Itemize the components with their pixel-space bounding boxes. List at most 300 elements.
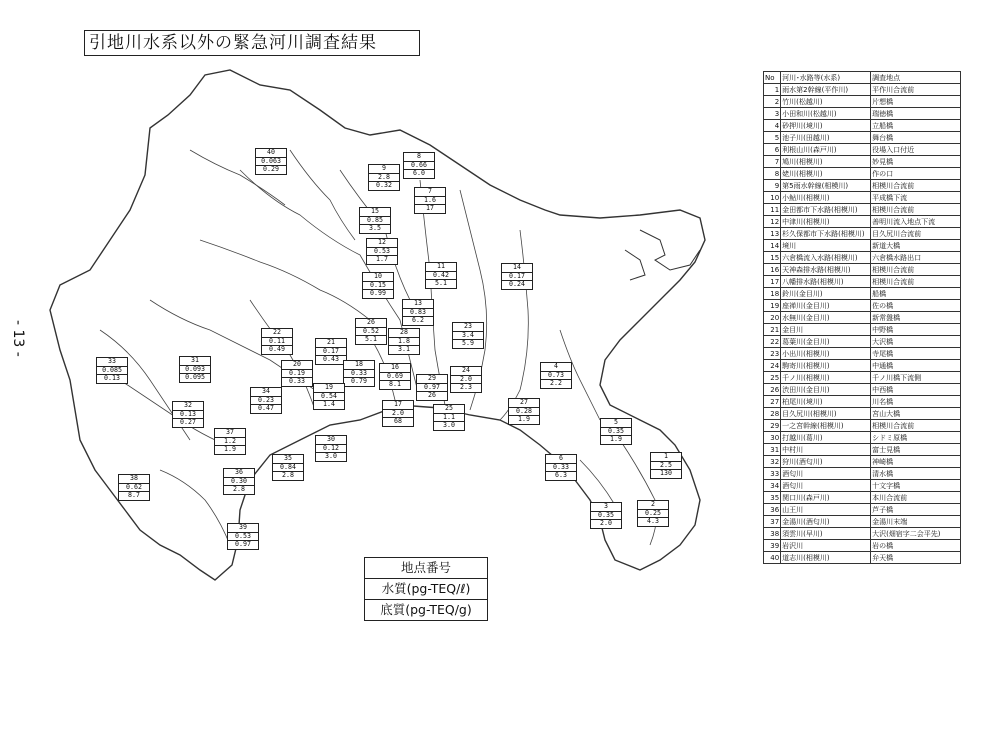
site-no: 21 <box>316 339 346 348</box>
survey-location: 弁天橋 <box>871 552 961 564</box>
site-water: 0.17 <box>316 348 346 357</box>
row-number: 37 <box>764 516 781 528</box>
site-no: 26 <box>356 319 386 328</box>
row-number: 5 <box>764 132 781 144</box>
site-label-28 <box>388 328 420 355</box>
site-no: 39 <box>228 524 258 533</box>
survey-location: 千ノ川橋下流側 <box>871 372 961 384</box>
survey-location: 岩の橋 <box>871 540 961 552</box>
table-row <box>764 192 961 204</box>
site-label-27 <box>508 398 540 425</box>
site-no: 2 <box>638 501 668 510</box>
site-no: 31 <box>180 357 210 366</box>
site-label-34 <box>250 387 282 414</box>
site-sediment: 1.9 <box>518 416 530 424</box>
table-row <box>764 156 961 168</box>
row-number: 1 <box>764 84 781 96</box>
table-row <box>764 360 961 372</box>
site-sediment: 0.13 <box>104 375 120 383</box>
site-no: 36 <box>224 469 254 478</box>
site-water: 0.30 <box>224 478 254 487</box>
river-name: 金湯川(酒匂川) <box>781 516 871 528</box>
table-row <box>764 336 961 348</box>
site-label-2 <box>637 500 669 527</box>
site-sediment: 130 <box>660 470 672 478</box>
row-number: 19 <box>764 300 781 312</box>
river-name: 道志川(相模川) <box>781 552 871 564</box>
site-no: 17 <box>383 401 413 410</box>
river-name: 雨水第2幹線(平作川) <box>781 84 871 96</box>
survey-location: 相模川合流前 <box>871 420 961 432</box>
river-name: 中津川(相模川) <box>781 216 871 228</box>
site-water: 2.5 <box>651 462 681 471</box>
survey-location: 川名橋 <box>871 396 961 408</box>
site-no: 40 <box>256 149 286 158</box>
survey-location: 寺尾橋 <box>871 348 961 360</box>
site-no: 16 <box>380 364 410 373</box>
row-number: 4 <box>764 120 781 132</box>
survey-location: 新常盤橋 <box>871 312 961 324</box>
row-number: 14 <box>764 240 781 252</box>
site-water: 2.0 <box>383 410 413 419</box>
site-no: 35 <box>273 455 303 464</box>
site-no: 15 <box>360 208 390 217</box>
table-row <box>764 504 961 516</box>
site-label-20 <box>281 360 313 387</box>
table-row <box>764 396 961 408</box>
site-sediment: 17 <box>426 205 434 213</box>
site-label-40 <box>255 148 287 175</box>
row-number: 16 <box>764 264 781 276</box>
row-number: 23 <box>764 348 781 360</box>
site-sediment: 5.9 <box>462 340 474 348</box>
site-no: 4 <box>541 363 571 372</box>
survey-location: 瑞徳橋 <box>871 108 961 120</box>
site-water: 0.84 <box>273 464 303 473</box>
river-name: 狩川(酒匂川) <box>781 456 871 468</box>
row-number: 20 <box>764 312 781 324</box>
row-number: 33 <box>764 468 781 480</box>
site-label-9 <box>368 164 400 191</box>
site-sediment: 8.7 <box>128 492 140 500</box>
site-sediment: 1.7 <box>376 256 388 264</box>
row-number: 22 <box>764 336 781 348</box>
table-row <box>764 384 961 396</box>
table-row <box>764 312 961 324</box>
site-no: 8 <box>404 153 434 162</box>
survey-location: シドミ原橋 <box>871 432 961 444</box>
site-water: 3.4 <box>453 332 483 341</box>
site-water: 2.0 <box>451 376 481 385</box>
site-label-18 <box>343 360 375 387</box>
survey-location: 十文字橋 <box>871 480 961 492</box>
page-number: - 13 - <box>10 320 26 357</box>
site-no: 9 <box>369 165 399 174</box>
river-name: 座禅川(金目川) <box>781 300 871 312</box>
row-number: 29 <box>764 420 781 432</box>
river-name: 打越川(葛川) <box>781 432 871 444</box>
river-name: 鈴川(金目川) <box>781 288 871 300</box>
row-number: 8 <box>764 168 781 180</box>
site-water: 0.17 <box>502 273 532 282</box>
site-sediment: 6.2 <box>412 317 424 325</box>
site-no: 32 <box>173 402 203 411</box>
site-label-10 <box>362 272 394 299</box>
site-water: 0.23 <box>251 397 281 406</box>
site-label-24 <box>450 366 482 393</box>
table-row <box>764 108 961 120</box>
table-row <box>764 204 961 216</box>
site-no: 28 <box>389 329 419 338</box>
site-label-19 <box>313 383 345 410</box>
table-row <box>764 540 961 552</box>
site-no: 34 <box>251 388 281 397</box>
survey-location: 富士見橋 <box>871 444 961 456</box>
survey-location: 舞台橋 <box>871 132 961 144</box>
row-number: 34 <box>764 480 781 492</box>
river-name: 須雲川(早川) <box>781 528 871 540</box>
table-row <box>764 480 961 492</box>
site-sediment: 0.24 <box>509 281 525 289</box>
table-row <box>764 264 961 276</box>
row-number: 31 <box>764 444 781 456</box>
survey-location: 相模川合流前 <box>871 180 961 192</box>
row-number: 36 <box>764 504 781 516</box>
table-row <box>764 276 961 288</box>
table-row <box>764 552 961 564</box>
site-label-4 <box>540 362 572 389</box>
table-row <box>764 432 961 444</box>
survey-location: 相模川合流前 <box>871 204 961 216</box>
river-name: 姥川(相模川) <box>781 168 871 180</box>
table-row <box>764 468 961 480</box>
site-no: 6 <box>546 455 576 464</box>
site-no: 22 <box>262 329 292 338</box>
site-no: 30 <box>316 436 346 445</box>
site-label-29 <box>416 374 448 401</box>
site-water: 0.53 <box>367 248 397 257</box>
table-row <box>764 120 961 132</box>
river-name: 八幡排水路(相模川) <box>781 276 871 288</box>
site-label-37 <box>214 428 246 455</box>
row-number: 12 <box>764 216 781 228</box>
survey-location: 船橋 <box>871 288 961 300</box>
row-number: 26 <box>764 384 781 396</box>
row-number: 6 <box>764 144 781 156</box>
site-no: 14 <box>502 264 532 273</box>
table-row <box>764 372 961 384</box>
river-name: 六倉橋流入水路(相模川) <box>781 252 871 264</box>
site-label-39 <box>227 523 259 550</box>
site-sediment: 5.1 <box>365 336 377 344</box>
row-number: 32 <box>764 456 781 468</box>
site-label-11 <box>425 262 457 289</box>
table-row <box>764 240 961 252</box>
row-number: 21 <box>764 324 781 336</box>
site-sediment: 2.0 <box>600 520 612 528</box>
site-label-17 <box>382 400 414 427</box>
site-no: 5 <box>601 419 631 428</box>
row-number: 10 <box>764 192 781 204</box>
table-row <box>764 528 961 540</box>
site-label-26 <box>355 318 387 345</box>
river-name: 小出川(相模川) <box>781 348 871 360</box>
survey-location: 相模川合流前 <box>871 264 961 276</box>
site-label-3 <box>590 502 622 529</box>
river-name: 天神森排水路(相模川) <box>781 264 871 276</box>
site-water: 0.25 <box>638 510 668 519</box>
site-no: 23 <box>453 323 483 332</box>
river-name: 岩沢川 <box>781 540 871 552</box>
survey-location: 作の口 <box>871 168 961 180</box>
river-name: 葛葉川(金目川) <box>781 336 871 348</box>
row-number: 3 <box>764 108 781 120</box>
row-number: 38 <box>764 528 781 540</box>
site-water: 1.8 <box>389 338 419 347</box>
site-water: 0.063 <box>256 158 286 167</box>
survey-location: 平作川合流前 <box>871 84 961 96</box>
site-sediment: 6.0 <box>413 170 425 178</box>
map-legend <box>364 557 488 621</box>
site-table <box>763 71 961 564</box>
survey-location: 平成橋下流 <box>871 192 961 204</box>
site-sediment: 26 <box>428 392 436 400</box>
site-sediment: 3.0 <box>325 453 337 461</box>
site-water: 0.85 <box>360 217 390 226</box>
river-name: 渋田川(金目川) <box>781 384 871 396</box>
site-label-1 <box>650 452 682 479</box>
river-name: 利根山川(森戸川) <box>781 144 871 156</box>
site-no: 25 <box>434 405 464 414</box>
column-header-location: 調査地点 <box>871 72 961 84</box>
row-number: 17 <box>764 276 781 288</box>
column-header-no: No <box>764 72 781 84</box>
row-number: 27 <box>764 396 781 408</box>
tokyo-bay-coast <box>625 230 700 280</box>
site-sediment: 2.8 <box>282 472 294 480</box>
site-no: 27 <box>509 399 539 408</box>
site-no: 3 <box>591 503 621 512</box>
site-label-16 <box>379 363 411 390</box>
site-sediment: 0.32 <box>376 182 392 190</box>
river-name: 金田都市下水路(相模川) <box>781 204 871 216</box>
river-name: 柏尾川(境川) <box>781 396 871 408</box>
river-name: 砂押川(境川) <box>781 120 871 132</box>
site-no: 20 <box>282 361 312 370</box>
site-label-22 <box>261 328 293 355</box>
table-row <box>764 180 961 192</box>
site-no: 24 <box>451 367 481 376</box>
site-water: 0.085 <box>97 367 127 376</box>
table-row <box>764 516 961 528</box>
site-label-23 <box>452 322 484 349</box>
site-water: 0.66 <box>404 162 434 171</box>
site-no: 12 <box>367 239 397 248</box>
site-water: 0.33 <box>344 370 374 379</box>
survey-location: 神崎橋 <box>871 456 961 468</box>
site-label-12 <box>366 238 398 265</box>
site-no: 1 <box>651 453 681 462</box>
site-sediment: 3.1 <box>398 346 410 354</box>
site-no: 11 <box>426 263 456 272</box>
site-label-13 <box>402 299 434 326</box>
table-row <box>764 324 961 336</box>
site-label-31 <box>179 356 211 383</box>
site-label-6 <box>545 454 577 481</box>
site-sediment: 0.27 <box>180 419 196 427</box>
site-label-35 <box>272 454 304 481</box>
page-title: 引地川水系以外の緊急河川調査結果 <box>84 30 420 56</box>
site-water: 1.2 <box>215 438 245 447</box>
site-sediment: 4.3 <box>647 518 659 526</box>
legend-water-unit: 水質(pg-TEQ/ℓ) <box>365 579 487 600</box>
site-sediment: 5.1 <box>435 280 447 288</box>
table-row <box>764 288 961 300</box>
row-number: 11 <box>764 204 781 216</box>
survey-location: 妙見橋 <box>871 156 961 168</box>
table-row <box>764 168 961 180</box>
site-label-32 <box>172 401 204 428</box>
survey-location: 大沢橋 <box>871 336 961 348</box>
site-no: 13 <box>403 300 433 309</box>
site-water: 0.52 <box>356 328 386 337</box>
site-no: 10 <box>363 273 393 282</box>
row-number: 7 <box>764 156 781 168</box>
site-water: 0.53 <box>228 533 258 542</box>
table-row <box>764 144 961 156</box>
survey-location: 六倉橋水路出口 <box>871 252 961 264</box>
site-no: 33 <box>97 358 127 367</box>
survey-location: 清水橋 <box>871 468 961 480</box>
river-name: 関口川(森戸川) <box>781 492 871 504</box>
site-sediment: 2.8 <box>233 486 245 494</box>
river-name: 目久尻川(相模川) <box>781 408 871 420</box>
survey-location: 宮山大橋 <box>871 408 961 420</box>
site-water: 0.62 <box>119 484 149 493</box>
survey-location: 佐の橋 <box>871 300 961 312</box>
river-name: 酒匂川 <box>781 468 871 480</box>
river-name: 山王川 <box>781 504 871 516</box>
survey-location: 目久尻川合流前 <box>871 228 961 240</box>
site-sediment: 0.79 <box>351 378 367 386</box>
site-water: 0.97 <box>417 384 447 393</box>
river-name: 鳩川(相模川) <box>781 156 871 168</box>
river-name: 第5雨水幹線(相模川) <box>781 180 871 192</box>
site-water: 2.8 <box>369 174 399 183</box>
site-label-30 <box>315 435 347 462</box>
survey-location: 芦子橋 <box>871 504 961 516</box>
site-sediment: 0.49 <box>269 346 285 354</box>
table-row <box>764 456 961 468</box>
row-number: 13 <box>764 228 781 240</box>
site-sediment: 0.97 <box>235 541 251 549</box>
table-row <box>764 408 961 420</box>
table-row <box>764 420 961 432</box>
site-water: 0.83 <box>403 309 433 318</box>
site-sediment: 0.99 <box>370 290 386 298</box>
site-water: 0.73 <box>541 372 571 381</box>
river-name: 小田和川(松越川) <box>781 108 871 120</box>
legend-sediment-unit: 底質(pg-TEQ/g) <box>380 602 472 617</box>
site-sediment: 1.9 <box>224 446 236 454</box>
site-water: 0.12 <box>316 445 346 454</box>
survey-location: 相模川合流前 <box>871 276 961 288</box>
river-name: 水無川(金目川) <box>781 312 871 324</box>
site-label-15 <box>359 207 391 234</box>
site-water: 0.54 <box>314 393 344 402</box>
site-sediment: 1.9 <box>610 436 622 444</box>
site-water: 0.19 <box>282 370 312 379</box>
row-number: 30 <box>764 432 781 444</box>
row-number: 18 <box>764 288 781 300</box>
site-sediment: 0.33 <box>289 378 305 386</box>
site-label-33 <box>96 357 128 384</box>
site-sediment: 68 <box>394 418 402 426</box>
site-no: 37 <box>215 429 245 438</box>
table-row <box>764 348 961 360</box>
row-number: 35 <box>764 492 781 504</box>
survey-location: 中西橋 <box>871 384 961 396</box>
survey-location: 本川合流前 <box>871 492 961 504</box>
row-number: 24 <box>764 360 781 372</box>
site-sediment: 0.29 <box>263 166 279 174</box>
river-name: 一之宮幹線(相模川) <box>781 420 871 432</box>
legend-site-number: 地点番号 <box>365 558 487 579</box>
site-no: 29 <box>417 375 447 384</box>
table-row <box>764 492 961 504</box>
site-no: 38 <box>119 475 149 484</box>
table-row <box>764 84 961 96</box>
site-label-36 <box>223 468 255 495</box>
survey-location: 新道大橋 <box>871 240 961 252</box>
river-name: 中村川 <box>781 444 871 456</box>
row-number: 39 <box>764 540 781 552</box>
site-water: 0.33 <box>546 464 576 473</box>
site-sediment: 6.3 <box>555 472 567 480</box>
site-label-25 <box>433 404 465 431</box>
site-label-38 <box>118 474 150 501</box>
site-label-5 <box>600 418 632 445</box>
river-name: 金目川 <box>781 324 871 336</box>
site-water: 0.093 <box>180 366 210 375</box>
site-sediment: 0.43 <box>323 356 339 364</box>
site-sediment: 3.0 <box>443 422 455 430</box>
site-sediment: 3.5 <box>369 225 381 233</box>
table-row <box>764 216 961 228</box>
survey-location: 中野橋 <box>871 324 961 336</box>
river-name: 境川 <box>781 240 871 252</box>
site-sediment: 1.4 <box>323 401 335 409</box>
site-label-8 <box>403 152 435 179</box>
table-row <box>764 132 961 144</box>
site-water: 0.28 <box>509 408 539 417</box>
table-row <box>764 228 961 240</box>
row-number: 25 <box>764 372 781 384</box>
site-water: 1.6 <box>415 197 445 206</box>
site-no: 18 <box>344 361 374 370</box>
site-label-7 <box>414 187 446 214</box>
river-name: 池子川(田越川) <box>781 132 871 144</box>
site-water: 0.69 <box>380 373 410 382</box>
site-sediment: 0.095 <box>185 374 205 382</box>
site-sediment: 2.3 <box>460 384 472 392</box>
survey-location: 立船橋 <box>871 120 961 132</box>
site-water: 0.35 <box>601 428 631 437</box>
table-row <box>764 252 961 264</box>
site-water: 0.35 <box>591 512 621 521</box>
row-number: 15 <box>764 252 781 264</box>
site-no: 7 <box>415 188 445 197</box>
